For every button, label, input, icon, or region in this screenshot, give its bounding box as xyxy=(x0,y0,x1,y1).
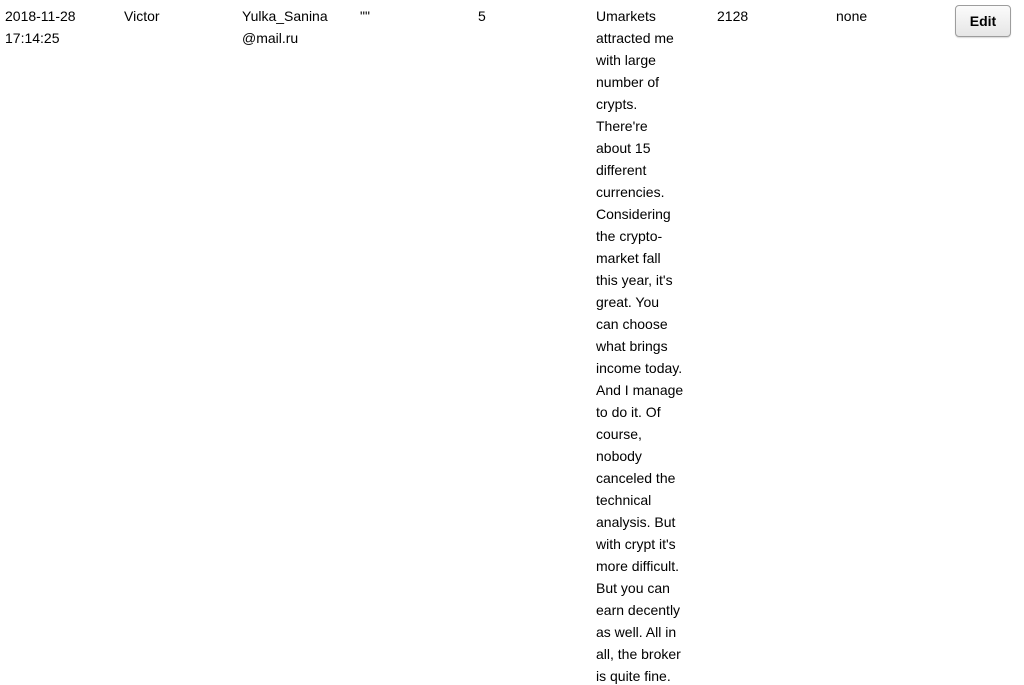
email-cell xyxy=(242,5,342,49)
review-line: There're xyxy=(596,118,648,134)
email-domain: @mail.ru xyxy=(242,30,299,46)
quote-cell: "" xyxy=(360,8,370,24)
review-line: But you can xyxy=(596,580,670,596)
review-line: different xyxy=(596,162,647,178)
review-line: analysis. But xyxy=(596,514,676,530)
review-line: Umarkets xyxy=(596,8,656,24)
review-line: this year, it's xyxy=(596,272,673,288)
review-line: with crypt it's xyxy=(596,536,676,552)
review-line: as well. All in xyxy=(596,624,677,640)
status-cell: none xyxy=(836,8,868,24)
time-value: 17:14:25 xyxy=(5,30,60,46)
review-line: number of xyxy=(596,74,660,90)
review-line: market fall xyxy=(596,250,661,266)
review-line: the crypto- xyxy=(596,228,663,244)
review-line: all, the broker xyxy=(596,646,681,662)
review-line: attracted me xyxy=(596,30,674,46)
review-line: to do it. Of xyxy=(596,404,661,420)
review-line: can choose xyxy=(596,316,668,332)
review-line: is quite fine. xyxy=(596,668,671,684)
edit-button[interactable]: Edit xyxy=(955,5,1011,37)
review-cell xyxy=(596,5,694,685)
date-value: 2018-11-28 xyxy=(5,8,76,24)
review-line: great. You xyxy=(596,294,660,310)
number-cell: 2128 xyxy=(717,8,749,24)
review-line: about 15 xyxy=(596,140,651,156)
review-line: technical xyxy=(596,492,652,508)
review-line: with large xyxy=(596,52,656,68)
rating-cell: 5 xyxy=(478,8,486,24)
review-line: Considering xyxy=(596,206,671,222)
review-line: canceled the xyxy=(596,470,676,486)
review-line: And I manage xyxy=(596,382,684,398)
review-line: crypts. xyxy=(596,96,638,112)
review-line: earn decently xyxy=(596,602,681,618)
review-line: course, xyxy=(596,426,642,442)
date-cell xyxy=(5,5,105,49)
email-user: Yulka_Sanina xyxy=(242,8,328,24)
review-line: currencies. xyxy=(596,184,665,200)
review-line: nobody xyxy=(596,448,642,464)
review-line: income today. xyxy=(596,360,683,376)
review-line: more difficult. xyxy=(596,558,679,574)
review-line: what brings xyxy=(596,338,668,354)
name-cell: Victor xyxy=(124,8,160,24)
